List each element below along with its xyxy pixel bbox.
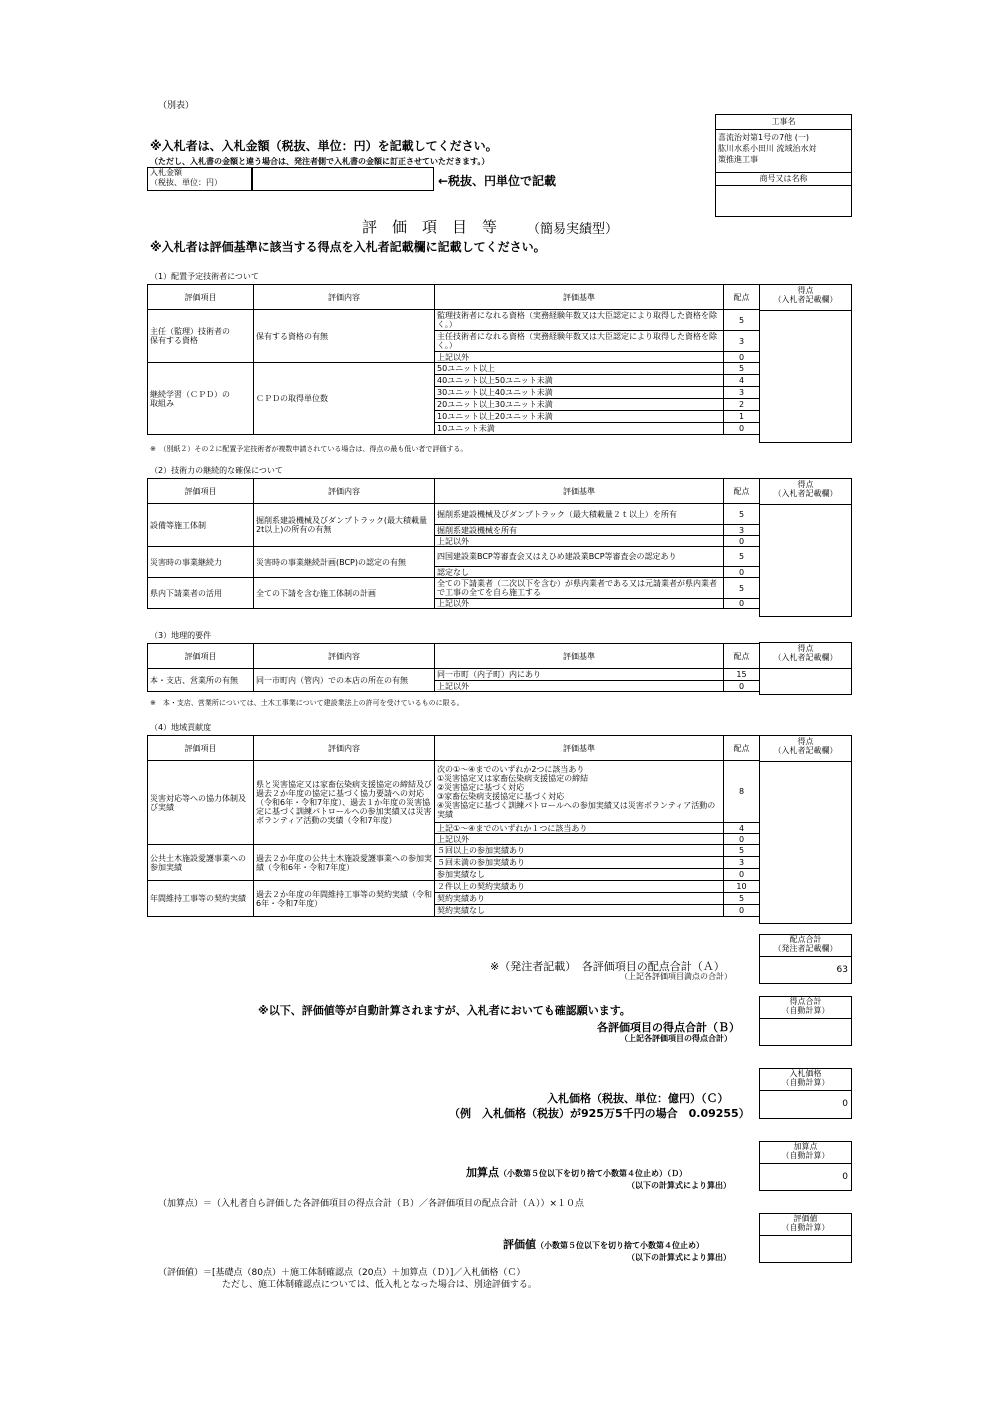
evaluation-label (503, 1236, 704, 1252)
row-content: 同一市町内（管内）での本店の所在の有無 (254, 669, 435, 692)
row-item: 災害対応等への協力体制及び実績 (148, 761, 254, 845)
header-item: 評価項目 (148, 644, 254, 669)
criteria-cell: 20ユニット以上30ユニット未満 (435, 399, 724, 411)
bonus-points-label-main: 加算点 (466, 1166, 499, 1179)
page-title-sub: （簡易実績型） (527, 222, 619, 237)
instruction: ※入札者は評価基準に該当する得点を入札者記載欄に記載してください。 (150, 240, 546, 254)
points-cell: 3 (724, 387, 760, 399)
bid-amount-label: 入札金額 （税抜、単位：円） (150, 168, 222, 187)
header-points: 配点 (724, 479, 760, 504)
row-item: 主任（監理）技術者の 保有する資格 (148, 310, 254, 363)
evaluation-value-header: 評価値 （自動計算） (760, 1214, 851, 1236)
total-points-sub: （上記各評価項目満点の合計） (620, 972, 732, 981)
page-title: 評 価 項 目 等 (362, 218, 498, 236)
row-content: 掘削系建設機械及びダンプトラック(最大積載量2t以上)の所有の有無 (254, 504, 435, 547)
row-item: 県内下請業者の活用 (148, 578, 254, 609)
evaluation-label-small: （小数第５位以下を切り捨て小数第４位止め） (536, 1241, 704, 1250)
row-content: 県と災害協定又は家畜伝染病支援協定の締結及び過去２か年度の協定に基づく協力要請への対応（令和6年・令和7年度）、過去１か年度の災害協定に基づく訓練パトロールへの参加実績又は災害ボランティア活動の実績（令和7年度） (254, 761, 435, 845)
total-score-sub: （上記各評価項目の得点合計） (620, 1034, 732, 1043)
points-cell: 0 (724, 599, 760, 609)
criteria-cell: 上記以外 (435, 834, 724, 845)
total-points-label: ※（発注者記載） 各評価項目の配点合計（Ａ） (490, 960, 725, 973)
bid-amount-input[interactable] (252, 167, 434, 191)
section3-table (147, 643, 760, 692)
section2-label: （2）技術力の継続的な確保について (150, 466, 283, 475)
section1-note: ※ （別紙２）その２に配置予定技術者が複数申請されている場合は、得点の最も低い者で評価する。 (150, 445, 468, 453)
points-cell: 5 (724, 578, 760, 599)
points-cell: 4 (724, 823, 760, 834)
criteria-cell: ５回未満の参加実績あり (435, 857, 724, 869)
header-criteria: 評価基準 (435, 479, 724, 504)
score-header: 得点 （入札者記載欄） (760, 643, 851, 669)
header-criteria: 評価基準 (435, 736, 724, 761)
row-item: 設備等施工体制 (148, 504, 254, 547)
bonus-points-sub: （以下の計算式により算出） (627, 1181, 731, 1190)
row-item: 災害時の事業継続力 (148, 547, 254, 578)
section1-score-input[interactable] (759, 284, 852, 443)
row-content: 保有する資格の有無 (254, 310, 435, 363)
bid-price-box (759, 1068, 852, 1119)
header-content: 評価内容 (254, 644, 435, 669)
score-header: 得点 （入札者記載欄） (760, 479, 851, 505)
evaluation-label-main: 評価値 (503, 1238, 536, 1251)
criteria-cell: 上記以外 (435, 681, 724, 692)
points-cell: 15 (724, 669, 760, 681)
project-name: 喜流治対第1号の7他 (一) 肱川水系小田川 流域治水対 策推進工事 (716, 130, 851, 173)
evaluation-sub: （以下の計算式により算出） (627, 1253, 731, 1262)
points-cell: 0 (724, 905, 760, 917)
row-item: 継続学習（ＣＰＤ）の 取組み (148, 363, 254, 435)
total-points-header: 配点合計 （発注者記載欄） (760, 935, 851, 957)
bonus-points-value: 0 (842, 1172, 848, 1182)
evaluation-value (760, 1236, 851, 1244)
section4-table (147, 735, 760, 917)
total-points-box (759, 934, 852, 984)
row-item: 公共土木施設愛護事業への参加実績 (148, 845, 254, 881)
criteria-cell: 契約実績なし (435, 905, 724, 917)
points-cell: 0 (724, 869, 760, 881)
criteria-cell: 50ユニット以上 (435, 363, 724, 375)
bid-amount-label-box (147, 167, 252, 191)
points-cell: 2 (724, 399, 760, 411)
criteria-cell: 掘削系建設機械を所有 (435, 525, 724, 536)
header-item: 評価項目 (148, 736, 254, 761)
project-name-header: 工事名 (716, 115, 851, 130)
total-score-header: 得点合計 （自動計算） (760, 997, 851, 1019)
criteria-cell: ５回以上の参加実績あり (435, 845, 724, 857)
score-header: 得点 （入札者記載欄） (760, 736, 851, 762)
header-content: 評価内容 (254, 285, 435, 310)
bonus-points-label-small: （小数第５位以下を切り捨て小数第４位止め）（Ｄ） (499, 1169, 687, 1178)
criteria-cell: 40ユニット以上50ユニット未満 (435, 375, 724, 387)
section1-label: （1）配置予定技術者について (150, 272, 259, 281)
criteria-cell: 契約実績あり (435, 893, 724, 905)
row-content: 全ての下請を含む施工体制の計画 (254, 578, 435, 609)
bid-amount-note: ←税抜、円単位で記載 (438, 174, 557, 188)
section1-table (147, 284, 760, 435)
row-item: 本・支店、営業所の有無 (148, 669, 254, 692)
points-cell: 5 (724, 363, 760, 375)
section3-label: （3）地理的要件 (150, 631, 212, 640)
criteria-cell: ２件以上の契約実績あり (435, 881, 724, 893)
bonus-points-box (759, 1141, 852, 1191)
section2-table (147, 478, 760, 609)
points-cell: 5 (724, 845, 760, 857)
total-score-value (760, 1019, 851, 1027)
header-content: 評価内容 (254, 736, 435, 761)
points-cell: 0 (724, 423, 760, 435)
evaluation-formula: （評価値）＝[基礎点（80点）＋施工体制確認点（20点）＋加算点（Ｄ）]／入札価格（Ｃ） (158, 1268, 526, 1278)
criteria-cell: 全ての下請業者（二次以下を含む）が県内業者である又は元請業者が県内業者で工事の全てを自ら施工する (435, 578, 724, 599)
header-content: 評価内容 (254, 479, 435, 504)
points-cell: 10 (724, 881, 760, 893)
criteria-cell: 参加実績なし (435, 869, 724, 881)
header-points: 配点 (724, 285, 760, 310)
appendix-label: （別表） (158, 101, 195, 111)
bonus-formula: （加算点）＝（入札者自ら評価した各評価項目の得点合計（Ｂ）／各評価項目の配点合計（Ａ））×１０点 (158, 1199, 585, 1209)
evaluation-value-box (759, 1213, 852, 1263)
points-cell: 3 (724, 331, 760, 352)
criteria-cell: 上記以外 (435, 536, 724, 547)
total-score-label: 各評価項目の得点合計（Ｂ） (597, 1021, 740, 1034)
row-content: 過去２か年度の年間維持工事等の契約実績（令和6年・令和7年度） (254, 881, 435, 917)
project-box (715, 114, 852, 217)
row-item: 年間維持工事等の契約実績 (148, 881, 254, 917)
points-cell: 0 (724, 567, 760, 578)
criteria-cell: 次の①～④までのいずれか2つに該当あり ①災害協定又は家畜伝染病支援協定の締結 ②災害協定に基づく対応 ③家畜伝染病支援協定に基づく対応 ④災害協定に基づく訓練パトロールへの参加実績又は災害ボランティア活動の実績 (435, 761, 724, 823)
points-cell: 1 (724, 411, 760, 423)
total-score-box (759, 996, 852, 1046)
section3-score-input[interactable] (759, 642, 852, 695)
criteria-cell: 上記①～④までのいずれか１つに該当あり (435, 823, 724, 834)
criteria-cell: 掘削系建設機械及びダンプトラック（最大積載量２ｔ以上）を所有 (435, 504, 724, 525)
criteria-cell: 10ユニット未満 (435, 423, 724, 435)
bid-subnotice: （ただし、入札書の金額と違う場合は、発注者側で入札書の金額に訂正させていただきます。） (150, 157, 490, 166)
company-name-header: 商号又は名称 (716, 173, 851, 186)
bid-price-header: 入札価格 （自動計算） (760, 1069, 851, 1091)
bid-price-sub: （例 入札価格（税抜）が925万5千円の場合 0.09255） (449, 1107, 750, 1120)
points-cell: 5 (724, 310, 760, 331)
bid-price-value: 0 (842, 1099, 848, 1109)
score-header: 得点 （入札者記載欄） (760, 285, 851, 311)
row-content: ＣＰＤの取得単位数 (254, 363, 435, 435)
points-cell: 3 (724, 857, 760, 869)
criteria-cell: 監理技術者になれる資格（実務経験年数又は大臣認定により取得した資格を除く。） (435, 310, 724, 331)
points-cell: 3 (724, 525, 760, 536)
criteria-cell: 上記以外 (435, 352, 724, 363)
bid-notice: ※入札者は、入札金額（税抜、単位：円）を記載してください。 (150, 139, 498, 153)
evaluation-formula-note: ただし、施工体制確認点については、低入札となった場合は、別途評価する。 (222, 1280, 537, 1290)
points-cell: 0 (724, 352, 760, 363)
criteria-cell: 四国建設業BCP等審査会又はえひめ建設業BCP等審査会の認定あり (435, 547, 724, 567)
section3-note: ※ 本・支店、営業所については、土木工事業について建設業法上の許可を受けているものに限る。 (150, 699, 464, 707)
header-criteria: 評価基準 (435, 644, 724, 669)
points-cell: 0 (724, 536, 760, 547)
header-criteria: 評価基準 (435, 285, 724, 310)
criteria-cell: 認定なし (435, 567, 724, 578)
header-points: 配点 (724, 644, 760, 669)
auto-calc-notice: ※以下、評価値等が自動計算されますが、入札者においても確認願います。 (258, 1004, 631, 1017)
criteria-cell: 主任技術者になれる資格（実務経験年数又は大臣認定により取得した資格を除く。） (435, 331, 724, 352)
points-cell: 0 (724, 681, 760, 692)
section4-score-input[interactable] (759, 735, 852, 924)
header-item: 評価項目 (148, 479, 254, 504)
bonus-points-header: 加算点 （自動計算） (760, 1142, 851, 1164)
row-content: 過去２か年度の公共土木施設愛護事業への参加実績（令和6年・令和7年度） (254, 845, 435, 881)
company-name-input[interactable] (716, 186, 851, 218)
points-cell: 8 (724, 761, 760, 823)
criteria-cell: 同一市町（内子町）内にあり (435, 669, 724, 681)
criteria-cell: 10ユニット以上20ユニット未満 (435, 411, 724, 423)
points-cell: 5 (724, 893, 760, 905)
header-item: 評価項目 (148, 285, 254, 310)
total-points-value: 63 (836, 965, 848, 975)
section4-label: （4）地域貢献度 (150, 723, 212, 732)
points-cell: 0 (724, 834, 760, 845)
bid-price-label: 入札価格（税抜、単位：億円）（Ｃ） (547, 1092, 729, 1105)
header-points: 配点 (724, 736, 760, 761)
points-cell: 5 (724, 547, 760, 567)
row-content: 災害時の事業継続計画(BCP)の認定の有無 (254, 547, 435, 578)
points-cell: 5 (724, 504, 760, 525)
section2-score-input[interactable] (759, 478, 852, 617)
criteria-cell: 上記以外 (435, 599, 724, 609)
points-cell: 4 (724, 375, 760, 387)
bonus-points-label (466, 1164, 687, 1180)
criteria-cell: 30ユニット以上40ユニット未満 (435, 387, 724, 399)
